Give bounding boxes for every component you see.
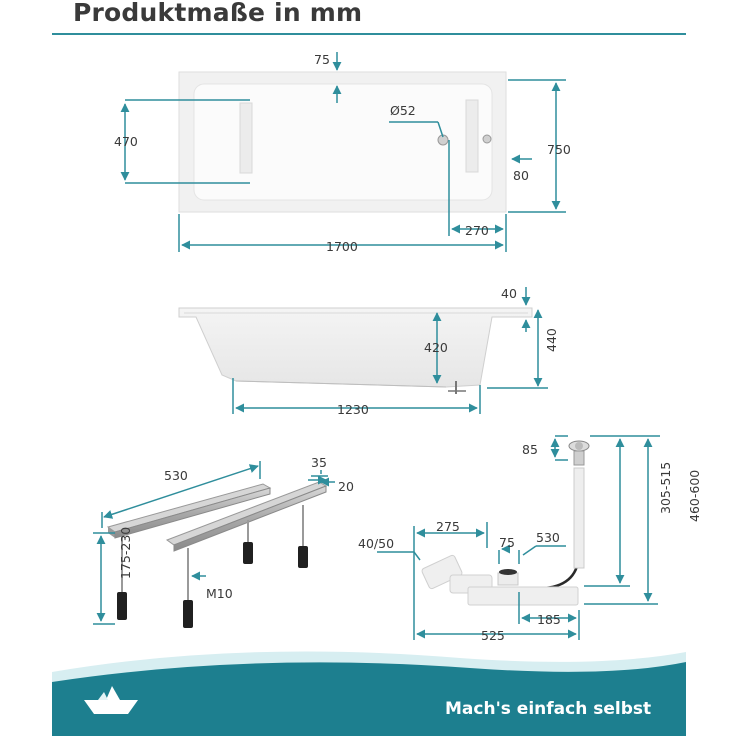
overflow-panel xyxy=(466,100,478,172)
dim-460-600: 460-600 xyxy=(687,469,702,522)
dim-530-feet: 530 xyxy=(164,468,188,483)
overflow-hole-icon xyxy=(483,135,491,143)
drain-labels xyxy=(358,442,702,643)
dim-75-top: 75 xyxy=(314,52,330,67)
dim-470: 470 xyxy=(114,134,138,149)
dim-40-50: 40/50 xyxy=(358,536,395,551)
dim-530-drain: 530 xyxy=(536,530,560,545)
dim-305-515: 305-515 xyxy=(658,461,673,514)
dim-20: 20 xyxy=(338,479,354,494)
tub-feet xyxy=(108,482,326,628)
tub-top-view xyxy=(179,72,506,212)
dim-420: 420 xyxy=(424,340,448,355)
dim-40: 40 xyxy=(501,286,517,301)
page-title: Produktmaße in mm xyxy=(73,0,363,27)
dim-525: 525 xyxy=(481,628,505,643)
dim-275: 275 xyxy=(436,519,460,534)
dim-75-drain: 75 xyxy=(499,535,515,550)
dim-270: 270 xyxy=(465,223,489,238)
dim-drain-diameter: Ø52 xyxy=(390,103,416,118)
dim-85: 85 xyxy=(522,442,538,457)
drain-dimensions xyxy=(377,436,660,640)
dim-750: 750 xyxy=(547,142,571,157)
footer-slogan: Mach's einfach selbst xyxy=(445,699,652,719)
dim-185: 185 xyxy=(537,612,561,627)
dim-1230: 1230 xyxy=(337,402,369,417)
footer-banner xyxy=(52,652,686,736)
backrest xyxy=(240,103,252,173)
dim-440: 440 xyxy=(544,328,559,352)
dim-m10: M10 xyxy=(206,586,233,601)
feet-labels xyxy=(118,455,354,601)
tub-side-view xyxy=(179,308,532,394)
dim-80: 80 xyxy=(513,168,529,183)
dim-175-230: 175-230 xyxy=(118,526,133,579)
dim-1700: 1700 xyxy=(326,239,358,254)
dim-35: 35 xyxy=(311,455,327,470)
